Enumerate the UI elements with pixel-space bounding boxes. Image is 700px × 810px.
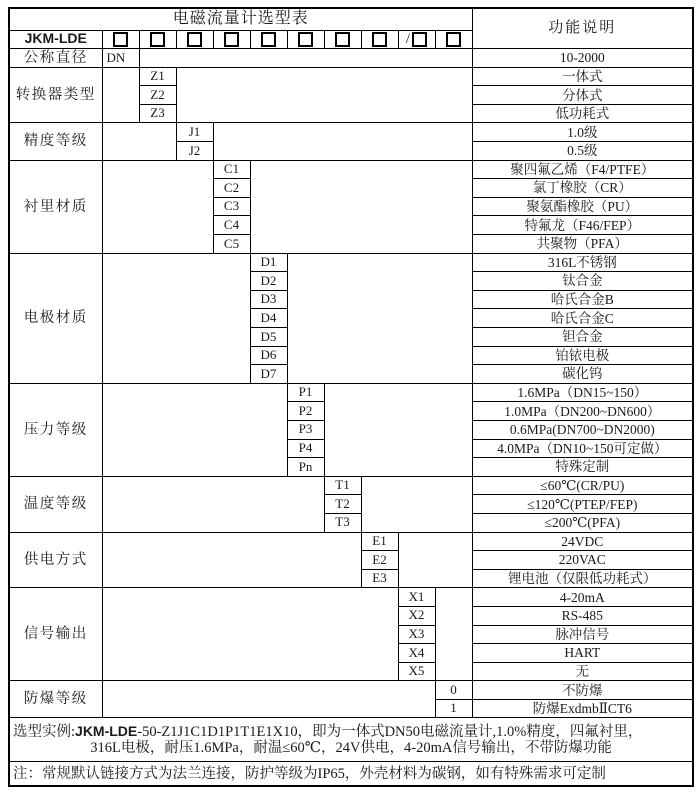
example-model: JKM-LDE (75, 722, 138, 739)
code-checkbox-cell-6[interactable] (287, 30, 324, 49)
code-cell: D5 (250, 328, 287, 347)
empty-cell (102, 160, 213, 253)
empty-cell (213, 123, 472, 160)
checkbox-icon (113, 32, 128, 47)
code-cell: P4 (287, 439, 324, 458)
desc-cell: HART (472, 644, 693, 663)
empty-cell (102, 67, 139, 123)
desc-cell: 10-2000 (472, 49, 693, 68)
category-label-signal-output: 信号输出 (9, 588, 102, 681)
checkbox-icon (224, 32, 239, 47)
code-cell: E3 (361, 569, 398, 588)
empty-cell (287, 253, 472, 383)
code-cell: X4 (398, 644, 435, 663)
example-line2: 316L电极，耐压1.6MPa，耐温≤60℃，24V供电，4-20mA信号输出，不带防爆功能 (90, 739, 612, 756)
desc-cell: 碳化钨 (472, 365, 693, 384)
empty-cell (250, 160, 472, 253)
function-description-header: 功能说明 (472, 8, 693, 49)
code-cell: 0 (435, 681, 472, 700)
category-label-explosion-proof: 防爆等级 (9, 681, 102, 718)
example-rest: -50-Z1J1C1D1P1T1E1X10，即为一体式DN50电磁流量计,1.0%精度，四氟衬里， (137, 723, 643, 740)
empty-cell (176, 67, 472, 123)
code-cell: P1 (287, 383, 324, 402)
desc-cell: 脉冲信号 (472, 625, 693, 644)
code-cell: E1 (361, 532, 398, 551)
empty-cell (102, 681, 435, 718)
checkbox-icon (187, 32, 202, 47)
desc-cell: RS-485 (472, 606, 693, 625)
desc-cell: 哈氏合金B (472, 290, 693, 309)
category-label-electrode: 电极材质 (9, 253, 102, 383)
desc-cell: 1.0级 (472, 123, 693, 142)
code-cell: Z1 (139, 67, 176, 86)
code-cell: C3 (213, 197, 250, 216)
desc-cell: 聚氨酯橡胶（PU） (472, 197, 693, 216)
empty-cell (102, 476, 324, 532)
desc-cell: 特殊定制 (472, 458, 693, 477)
desc-cell: 0.6MPa(DN700~DN2000) (472, 420, 693, 439)
code-checkbox-cell-4[interactable] (213, 30, 250, 49)
code-checkbox-cell-3[interactable] (176, 30, 213, 49)
code-cell: P3 (287, 420, 324, 439)
code-cell: J1 (176, 123, 213, 142)
code-checkbox-cell-10[interactable] (435, 30, 472, 49)
desc-cell: 分体式 (472, 86, 693, 105)
checkbox-icon (372, 32, 387, 47)
model-label: JKM-LDE (9, 30, 102, 49)
desc-cell: 低功耗式 (472, 104, 693, 123)
desc-cell: 哈氏合金C (472, 309, 693, 328)
desc-cell: ≤120℃(PTEP/FEP) (472, 495, 693, 514)
desc-cell: 防爆ExdmbⅡCT6 (472, 699, 693, 718)
empty-cell (102, 532, 361, 588)
selection-example (9, 718, 693, 762)
desc-cell: 锂电池（仅限低功耗式） (472, 569, 693, 588)
empty-cell (102, 253, 250, 383)
code-cell: D3 (250, 290, 287, 309)
empty-cell (102, 588, 398, 681)
category-label-lining: 衬里材质 (9, 160, 102, 253)
category-label-converter-type: 转换器类型 (9, 67, 102, 123)
example-prefix: 选型实例: (13, 723, 76, 740)
code-cell: E2 (361, 551, 398, 570)
category-label-accuracy: 精度等级 (9, 123, 102, 160)
category-label-temperature: 温度等级 (9, 476, 102, 532)
code-checkbox-cell-8[interactable] (361, 30, 398, 49)
code-cell: T2 (324, 495, 361, 514)
code-cell: D4 (250, 309, 287, 328)
desc-cell: 钽合金 (472, 328, 693, 347)
desc-cell: 特氟龙（F46/FEP） (472, 216, 693, 235)
desc-cell: 220VAC (472, 551, 693, 570)
desc-cell: 无 (472, 662, 693, 681)
code-cell: Z2 (139, 86, 176, 105)
empty-cell (398, 532, 472, 588)
code-cell: J2 (176, 142, 213, 161)
code-cell: D7 (250, 365, 287, 384)
table-title: 电磁流量计选型表 (9, 8, 472, 30)
code-cell: T1 (324, 476, 361, 495)
empty-cell (102, 383, 287, 476)
desc-cell: ≤60℃(CR/PU) (472, 476, 693, 495)
empty-cell (361, 476, 472, 532)
checkbox-icon (298, 32, 313, 47)
desc-cell: 聚四氟乙烯（F4/PTFE） (472, 160, 693, 179)
code-cell: C2 (213, 179, 250, 198)
selection-table (8, 7, 694, 787)
desc-cell: 铂铱电极 (472, 346, 693, 365)
code-cell: D6 (250, 346, 287, 365)
code-cell: C1 (213, 160, 250, 179)
desc-cell: 1.0MPa（DN200~DN600） (472, 402, 693, 421)
code-cell: P2 (287, 402, 324, 421)
code-cell: Z3 (139, 104, 176, 123)
category-label-power-supply: 供电方式 (9, 532, 102, 588)
empty-cell (102, 123, 176, 160)
desc-cell: 1.6MPa（DN15~150） (472, 383, 693, 402)
code-cell: C4 (213, 216, 250, 235)
code-cell: X3 (398, 625, 435, 644)
code-checkbox-cell-2[interactable] (139, 30, 176, 49)
checkbox-icon (261, 32, 276, 47)
desc-cell: 0.5级 (472, 142, 693, 161)
empty-cell (324, 383, 472, 476)
checkbox-icon (335, 32, 350, 47)
example-line1 (13, 724, 689, 740)
code-checkbox-cell-1[interactable] (102, 30, 139, 49)
desc-cell: ≤200℃(PFA) (472, 513, 693, 532)
code-cell: 1 (435, 699, 472, 718)
empty-cell (139, 49, 472, 68)
checkbox-icon (446, 32, 461, 47)
code-cell: Pn (287, 458, 324, 477)
note-text: 注：常规默认链接方式为法兰连接，防护等级为IP65，外壳材料为碳钢，如有特殊需求可定制 (9, 762, 693, 786)
code-cell: X5 (398, 662, 435, 681)
desc-cell: 共聚物（PFA） (472, 235, 693, 254)
slash-separator: / (405, 30, 411, 47)
desc-cell: 4-20mA (472, 588, 693, 607)
code-cell: X1 (398, 588, 435, 607)
desc-cell: 不防爆 (472, 681, 693, 700)
code-cell: T3 (324, 513, 361, 532)
code-cell: D2 (250, 272, 287, 291)
category-label-pressure: 压力等级 (9, 383, 102, 476)
desc-cell: 一体式 (472, 67, 693, 86)
code-checkbox-cell-9[interactable] (398, 30, 435, 49)
desc-cell: 钛合金 (472, 272, 693, 291)
code-checkbox-cell-5[interactable] (250, 30, 287, 49)
desc-cell: 24VDC (472, 532, 693, 551)
desc-cell: 316L不锈钢 (472, 253, 693, 272)
code-cell: D1 (250, 253, 287, 272)
code-cell: DN (102, 49, 139, 68)
checkbox-icon (412, 32, 427, 47)
code-cell: X2 (398, 606, 435, 625)
category-label-diameter: 公称直径 (9, 49, 102, 68)
code-cell: C5 (213, 235, 250, 254)
desc-cell: 4.0MPa（DN10~150可定做） (472, 439, 693, 458)
desc-cell: 氯丁橡胶（CR） (472, 179, 693, 198)
empty-cell (435, 588, 472, 681)
checkbox-icon (150, 32, 165, 47)
code-checkbox-cell-7[interactable] (324, 30, 361, 49)
